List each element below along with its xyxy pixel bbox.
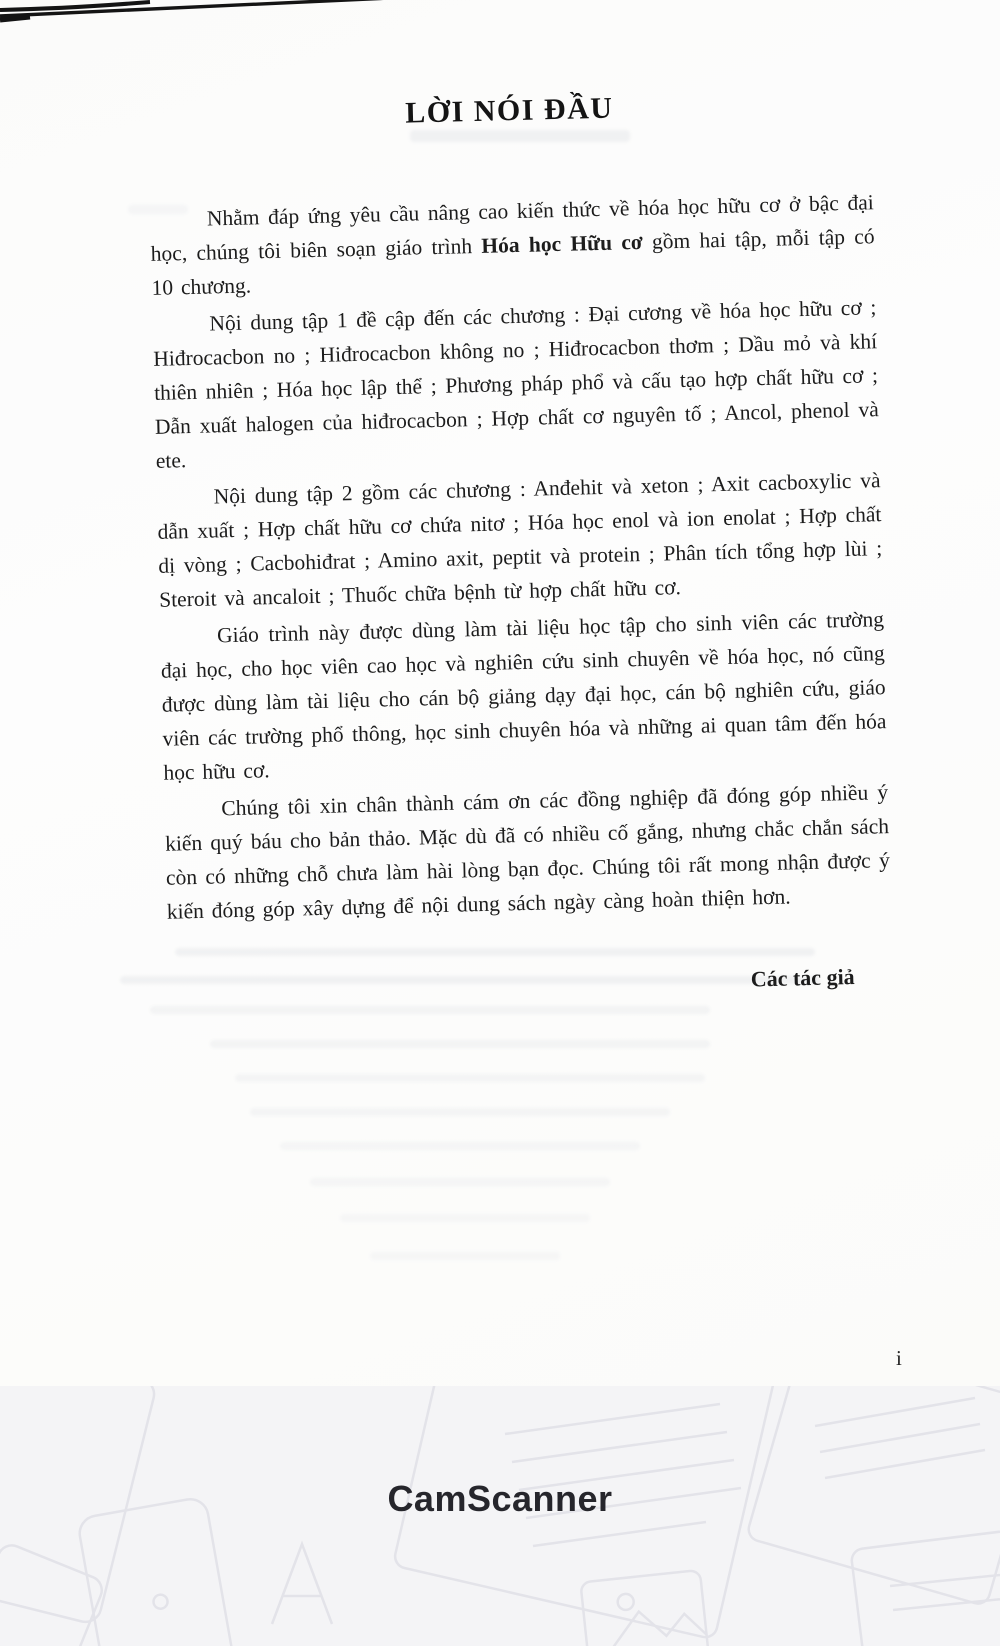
camscanner-wordmark: CamScanner — [387, 1478, 613, 1519]
bleed-through-artifact — [150, 1006, 710, 1014]
camscanner-footer — [0, 1386, 1000, 1646]
paragraph-thanks: Chúng tôi xin chân thành cám ơn các đồng nghiệp đã đóng góp nhiều ý kiến quý báu cho bản thảo. Mặc dù đã có nhiều cố gắng, nhưng chắc chắn sách còn có những chỗ chưa làm hài lòng bạn đọc. Chúng tôi rất mong nhận được ý kiến đóng góp xây dựng để nội dung sách ngày càng hoàn thiện hơn. — [164, 780, 891, 924]
bleed-through-artifact — [280, 1142, 640, 1150]
scan-edge-artifact — [0, 0, 420, 34]
bleed-through-artifact — [250, 1108, 670, 1116]
paragraph-volume2: Nội dung tập 2 gồm các chương : Anđehit và xeton ; Axit cacboxylic và dẫn xuất ; Hợp chất hữu cơ chứa nitơ ; Hóa học enol và ion enolat ; Hợp chất dị vòng ; Cacbohiđrat ; Amino axit, peptit và protein ; Phân tích tổng hợp lùi ; Steroit và ancaloit ; Thuốc chữa bệnh từ hợp chất hữu cơ. — [157, 468, 883, 612]
paragraph-audience: Giáo trình này được dùng làm tài liệu học tập cho sinh viên các trường đại học, cho học viên cao học và nghiên cứu sinh chuyên về hóa học, nó cũng được dùng làm tài liệu cho cán bộ giảng dạy đại học, cán bộ nghiên cứu, giáo viên các trường phổ thông, học sinh chuyên hóa và những ai quan tâm đến hóa học hữu cơ. — [160, 607, 887, 785]
page-number: i — [896, 1346, 902, 1370]
bleed-through-artifact — [310, 1178, 610, 1186]
paragraph-volume1: Nội dung tập 1 đề cập đến các chương : Đại cương về hóa học hữu cơ ; Hiđrocacbon no ; Hiđrocacbon không no ; Hiđrocacbon thơm ; Dầu mỏ và khí thiên nhiên ; Hóa học lập thể ; Phương pháp phổ và cấu tạo hợp chất hữu cơ ; Dẫn xuất halogen của hiđrocacbon ; Hợp chất cơ nguyên tố ; Ancol, phenol và ete. — [153, 295, 880, 473]
bleed-through-artifact — [370, 1252, 560, 1260]
bleed-through-artifact — [210, 1040, 710, 1048]
bleed-through-artifact — [235, 1074, 705, 1082]
paragraph-intro-text: Nhằm đáp ứng yêu cầu nâng cao kiến thức về hóa học hữu cơ ở bậc đại học, chúng tôi biên soạn giáo trình — [150, 190, 875, 266]
paragraph-intro-tail: gồm hai tập, mỗi tập có 10 chương. — [151, 224, 875, 300]
book-title-inline: Hóa học Hữu cơ — [481, 229, 644, 258]
authors-signature: Các tác giả — [750, 963, 855, 992]
paragraph-intro — [150, 185, 876, 305]
bleed-through-artifact — [340, 1214, 590, 1222]
preface-text-block — [147, 85, 893, 1006]
page-title: LỜI NÓI ĐẦU — [404, 91, 614, 130]
